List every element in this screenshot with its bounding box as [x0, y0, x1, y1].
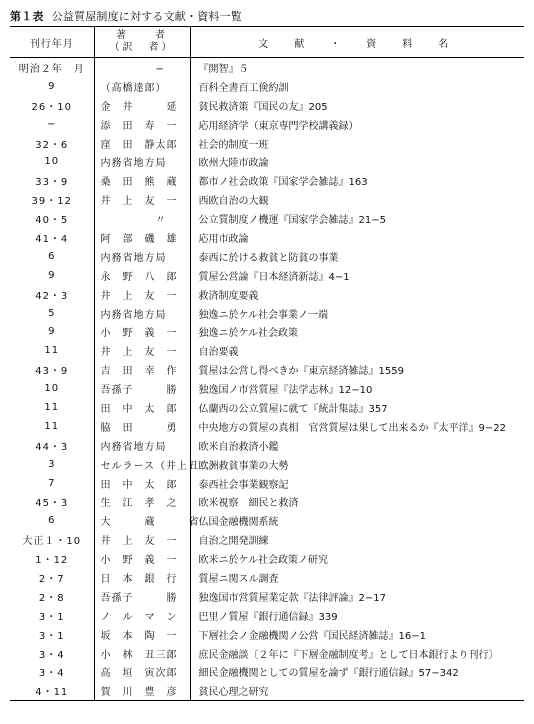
table-row	[10, 58, 524, 77]
cell-year: 39・12	[10, 190, 94, 209]
cell-author: 添 田 寿 一	[94, 115, 190, 134]
cell-author: 小 野 義 一	[94, 322, 190, 341]
cell-author: 小 林 丑三郎	[94, 644, 190, 663]
cell-year: 3・4	[10, 663, 94, 682]
table-row	[10, 190, 524, 209]
cell-author: 生 江 孝 之	[94, 492, 190, 511]
table-row	[10, 77, 524, 96]
cell-year: 10	[10, 152, 94, 171]
cell-author: 内務省地方局	[94, 247, 190, 266]
table-row	[10, 379, 524, 398]
cell-year: 44・3	[10, 436, 94, 455]
cell-year: 大正１・10	[10, 530, 94, 549]
cell-year: 2・7	[10, 568, 94, 587]
cell-year: 40・5	[10, 209, 94, 228]
table-row	[10, 360, 524, 379]
cell-title: 都市ノ社会政策『国家学会雑誌』163	[198, 177, 368, 189]
cell-author: 吾孫子 勝	[94, 379, 190, 398]
table-row	[10, 398, 524, 417]
table-row	[10, 322, 524, 341]
cell-title: 下層社会ノ金融機関ノ公営『国民経済雑誌』16−1	[198, 630, 426, 642]
reference-table	[10, 26, 524, 701]
cell-year: −	[10, 115, 94, 134]
table-row	[10, 681, 524, 700]
header-author	[94, 27, 190, 58]
cell-title: 応用市政論	[198, 233, 249, 245]
cell-title: 泰西に於ける救貧と防貧の事業	[198, 252, 339, 264]
cell-year: 10	[10, 379, 94, 398]
cell-title: 西欧自治の大観	[198, 196, 269, 208]
table-row	[10, 417, 524, 436]
cell-author: 〃	[94, 209, 190, 228]
cell-year: 9	[10, 266, 94, 285]
cell-author: 内務省地方局	[94, 152, 190, 171]
table-body	[10, 58, 524, 701]
table-row	[10, 474, 524, 493]
cell-author: 窪 田 静太郎	[94, 134, 190, 153]
cell-author: 大 蔵 省	[94, 511, 190, 530]
table-row	[10, 134, 524, 153]
cell-author: 井 上 友 一	[94, 285, 190, 304]
table-row	[10, 549, 524, 568]
table-row	[10, 209, 524, 228]
cell-year: 2・8	[10, 587, 94, 606]
cell-author: 坂 本 陶 一	[94, 625, 190, 644]
table-row	[10, 492, 524, 511]
header-title: 文 献 ・ 資 料 名	[190, 27, 524, 58]
cell-author: 井 上 友 一	[94, 530, 190, 549]
cell-author: 井 上 友 一	[94, 190, 190, 209]
cell-author: 小 野 義 一	[94, 549, 190, 568]
cell-year: 45・3	[10, 492, 94, 511]
cell-author: 田 中 太 郎	[94, 398, 190, 417]
cell-author: 吉 田 幸 作	[94, 360, 190, 379]
cell-title: 社会的制度一班	[198, 139, 269, 151]
cell-title: 公立質制度ノ機運『国家学会雑誌』21−5	[198, 215, 386, 227]
cell-year: 1・12	[10, 549, 94, 568]
cell-year: 6	[10, 247, 94, 266]
cell-title: 細民金融機関としての質屋を論ず『銀行通信録』57−342	[198, 668, 459, 680]
cell-title: 中央地方の質屋の真相 官営質屋は果して出来るか『太平洋』9−22	[198, 422, 506, 434]
table-number: 第１表	[10, 10, 44, 23]
cell-year: 5	[10, 304, 94, 323]
cell-title: 泰西社会事業観察記	[198, 479, 289, 491]
table-row	[10, 341, 524, 360]
cell-author: 賀 川 豊 彦	[94, 681, 190, 700]
cell-title: 欧米ニ於ケル社会政策ノ研究	[198, 555, 328, 567]
table-row	[10, 568, 524, 587]
table-row	[10, 436, 524, 455]
cell-title: 救済制度要義	[198, 290, 259, 302]
table-row	[10, 663, 524, 682]
table-row	[10, 455, 524, 474]
cell-year: 41・4	[10, 228, 94, 247]
cell-year: 11	[10, 417, 94, 436]
cell-title: 質屋公営論『日本経済新誌』4−1	[198, 271, 350, 283]
table-row	[10, 511, 524, 530]
table-row	[10, 587, 524, 606]
table-row	[10, 247, 524, 266]
cell-year: 明治２年 月	[10, 58, 94, 77]
cell-title: 応用経済学（東京専門学校講義録）	[198, 120, 359, 132]
table-row	[10, 152, 524, 171]
table-row	[10, 625, 524, 644]
header-row	[10, 27, 524, 58]
cell-title: 欧洲救貧事業の大勢	[198, 460, 289, 472]
cell-title: 貧民心理之研究	[190, 681, 524, 700]
cell-title: 自治之開発訓練	[198, 536, 269, 548]
header-author-name: 著 者	[116, 30, 168, 41]
cell-year: 42・3	[10, 285, 94, 304]
cell-title: 独逸ニ於ケル社会政策	[198, 328, 298, 340]
cell-year: 3・1	[10, 606, 94, 625]
cell-author: 永 野 八 郎	[94, 266, 190, 285]
cell-year: 3・4	[10, 644, 94, 663]
table-row	[10, 304, 524, 323]
cell-author: セルラース（井上丑二）	[94, 455, 190, 474]
table-row	[10, 606, 524, 625]
cell-author: 桑 田 熊 蔵	[94, 171, 190, 190]
cell-year: 6	[10, 511, 94, 530]
table-row	[10, 228, 524, 247]
cell-title: 巴里ノ質屋『銀行通信録』339	[198, 611, 338, 623]
cell-title: 質屋は公営し得べきか『東京経済雑誌』1559	[198, 366, 404, 378]
table-row	[10, 644, 524, 663]
table-row	[10, 530, 524, 549]
cell-author: 吾孫子 勝	[94, 587, 190, 606]
cell-author: 阿 部 磯 雄	[94, 228, 190, 247]
cell-title: 貧民救済策『国民の友』205	[198, 101, 328, 113]
cell-title: 庶民金融談〔２年に『下層金融制度考』として日本銀行より刊行〕	[198, 649, 499, 661]
table-title: 公益質屋制度に対する文献・資料一覧	[51, 10, 243, 23]
table-row	[10, 115, 524, 134]
cell-author: −	[94, 58, 190, 77]
cell-title: 独逸国ノ市営質屋『法学志林』12−10	[198, 385, 373, 397]
cell-author: 日 本 銀 行	[94, 568, 190, 587]
table-row	[10, 96, 524, 115]
cell-author: （高橋達郎）	[94, 77, 190, 96]
cell-title: 自治要義	[198, 347, 239, 359]
cell-author: ノ ル マ ン	[94, 606, 190, 625]
table-row	[10, 285, 524, 304]
cell-author: 井 上 友 一	[94, 341, 190, 360]
cell-year: 32・6	[10, 134, 94, 153]
cell-title: 欧州大陸市政論	[198, 158, 269, 170]
cell-title: 欧米視察 細民と救済	[198, 498, 299, 510]
header-year: 刊行年月	[10, 27, 94, 58]
cell-title: 仏国金融機関系統	[198, 517, 279, 529]
cell-title: 欧米自治救済小鑑	[198, 441, 279, 453]
cell-author: 田 中 太 郎	[94, 474, 190, 493]
cell-year: 11	[10, 398, 94, 417]
cell-author: 高 垣 寅次郎	[94, 663, 190, 682]
cell-author: 金 井 延	[94, 96, 190, 115]
cell-year: 43・9	[10, 360, 94, 379]
cell-author: 内務省地方局	[94, 304, 190, 323]
cell-title: 独逸国市営質屋業定款『法律評論』2−17	[198, 592, 386, 604]
cell-year: 9	[10, 77, 94, 96]
cell-title: 質屋ニ関スル調査	[198, 573, 279, 585]
cell-year: 4・11	[10, 681, 94, 700]
table-row	[10, 266, 524, 285]
header-author-translator: （訳 者）	[109, 42, 175, 53]
cell-title: 仏蘭西の公立質屋に就て『統計集誌』357	[198, 403, 388, 415]
cell-year: 9	[10, 322, 94, 341]
cell-year: 11	[10, 341, 94, 360]
cell-year: 26・10	[10, 96, 94, 115]
cell-author: 内務省地方局	[94, 436, 190, 455]
cell-year: 7	[10, 474, 94, 493]
table-row	[10, 171, 524, 190]
table-caption	[10, 8, 242, 24]
cell-year: 33・9	[10, 171, 94, 190]
cell-title: 独逸ニ於ケル社会事業ノ一端	[198, 309, 328, 321]
cell-title: 百科全書百工倹約訓	[198, 82, 289, 94]
cell-year: 3・1	[10, 625, 94, 644]
cell-author: 脇 田 勇	[94, 417, 190, 436]
cell-title: 『開智』５	[198, 63, 249, 75]
cell-year: 3	[10, 455, 94, 474]
